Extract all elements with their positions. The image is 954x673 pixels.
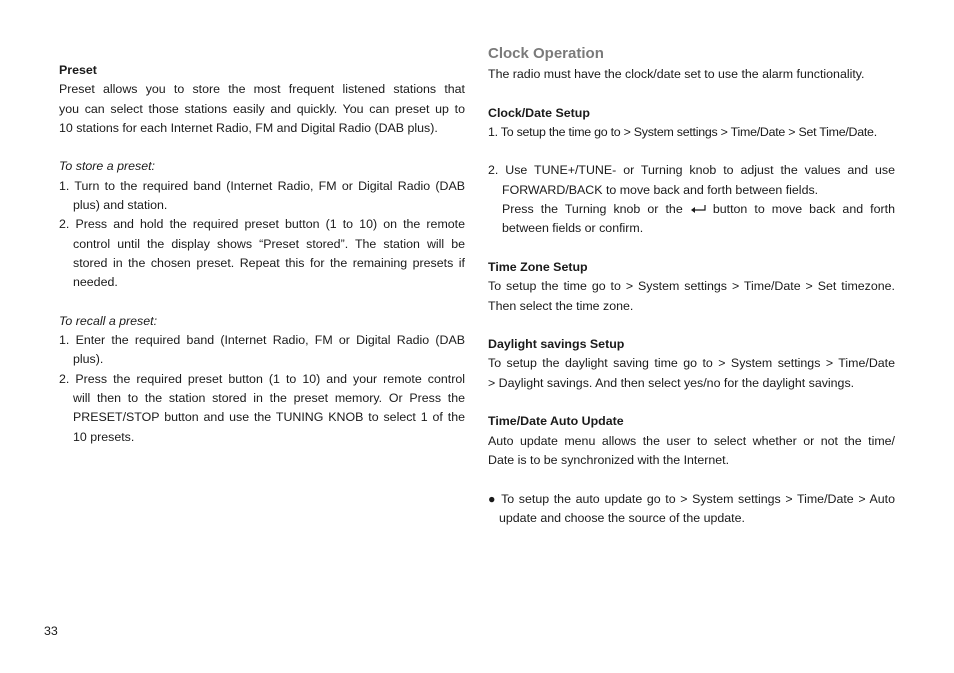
clockdate-step-2-post: button to move back and forth bbox=[712, 202, 895, 217]
clockdate-step-1: 1. To setup the time go to > System settings > Time/Date > Set Time/Date. bbox=[488, 124, 877, 139]
daylight-heading: Daylight savings Setup bbox=[488, 337, 625, 352]
timezone-heading: Time Zone Setup bbox=[488, 259, 588, 274]
clockdate-heading: Clock/Date Setup bbox=[488, 105, 590, 120]
page-number: 33 bbox=[44, 624, 58, 638]
store-item-2-line-2: control until the display shows “Preset stored”. The station will be bbox=[73, 236, 465, 251]
store-item-1-line-1: 1. Turn to the required band (Internet Radio, FM or Digital Radio (DAB bbox=[59, 178, 465, 193]
recall-heading: To recall a preset: bbox=[59, 313, 158, 328]
recall-item-2-line-4: 10 presets. bbox=[73, 429, 135, 444]
store-item-2-line-3: stored in the chosen preset. Repeat this for the remaining presets if bbox=[73, 255, 465, 270]
clockdate-step-2-line-3 bbox=[488, 200, 895, 219]
recall-item-1-line-2: plus). bbox=[73, 352, 104, 367]
preset-line-1: Preset allows you to store the most frequent listened stations that bbox=[59, 82, 465, 97]
store-item-1-line-2: plus) and station. bbox=[73, 198, 168, 213]
clockdate-step-2-pre: Press the Turning knob or the bbox=[502, 202, 683, 217]
autoupdate-bullet-line-1: ● To setup the auto update go to > System settings > Time/Date > Auto bbox=[488, 491, 895, 506]
clockdate-step-2-line-4: between fields or confirm. bbox=[502, 221, 644, 236]
preset-line-3: 10 stations for each Internet Radio, FM and Digital Radio (DAB plus). bbox=[59, 120, 438, 135]
clock-intro: The radio must have the clock/date set to use the alarm functionality. bbox=[488, 67, 865, 81]
clock-heading: Clock Operation bbox=[488, 45, 604, 62]
right-column bbox=[488, 43, 895, 528]
timezone-line-2: Then select the time zone. bbox=[488, 298, 634, 313]
preset-heading: Preset bbox=[59, 63, 97, 77]
clockdate-step-2-line-2: FORWARD/BACK to move back and forth between fields. bbox=[502, 182, 819, 197]
daylight-line-1: To setup the daylight saving time go to > System settings > Time/Date bbox=[488, 356, 895, 371]
recall-item-2-line-2: will then to the station stored in the preset memory. Or Press the bbox=[73, 391, 465, 406]
autoupdate-bullet-line-2: update and choose the source of the update. bbox=[499, 510, 745, 525]
autoupdate-line-2: Date is to be synchronized with the Internet. bbox=[488, 452, 730, 467]
recall-item-1-line-1: 1. Enter the required band (Internet Radio, FM or Digital Radio (DAB bbox=[59, 333, 465, 348]
clockdate-step-2-line-1: 2. Use TUNE+/TUNE- or Turning knob to adjust the values and use bbox=[488, 163, 895, 178]
preset-line-2: you can select those stations easily and quickly. You can preset up to bbox=[59, 101, 465, 116]
store-heading: To store a preset: bbox=[59, 159, 155, 174]
left-column bbox=[59, 61, 465, 447]
timezone-line-1: To setup the time go to > System settings > Time/Date > Set timezone. bbox=[488, 279, 895, 294]
enter-arrow-icon bbox=[690, 204, 706, 214]
recall-item-2-line-3: PRESET/STOP button and use the TUNING KNOB to select 1 of the bbox=[73, 410, 465, 425]
autoupdate-line-1: Auto update menu allows the user to select whether or not the time/ bbox=[488, 433, 895, 448]
recall-item-2-line-1: 2. Press the required preset button (1 to 10) and your remote control bbox=[59, 371, 465, 386]
store-item-2-line-1: 2. Press and hold the required preset button (1 to 10) on the remote bbox=[59, 217, 465, 232]
daylight-line-2: > Daylight savings. And then select yes/no for the daylight savings. bbox=[488, 375, 855, 390]
store-item-2-line-4: needed. bbox=[73, 275, 118, 290]
autoupdate-heading: Time/Date Auto Update bbox=[488, 414, 624, 429]
